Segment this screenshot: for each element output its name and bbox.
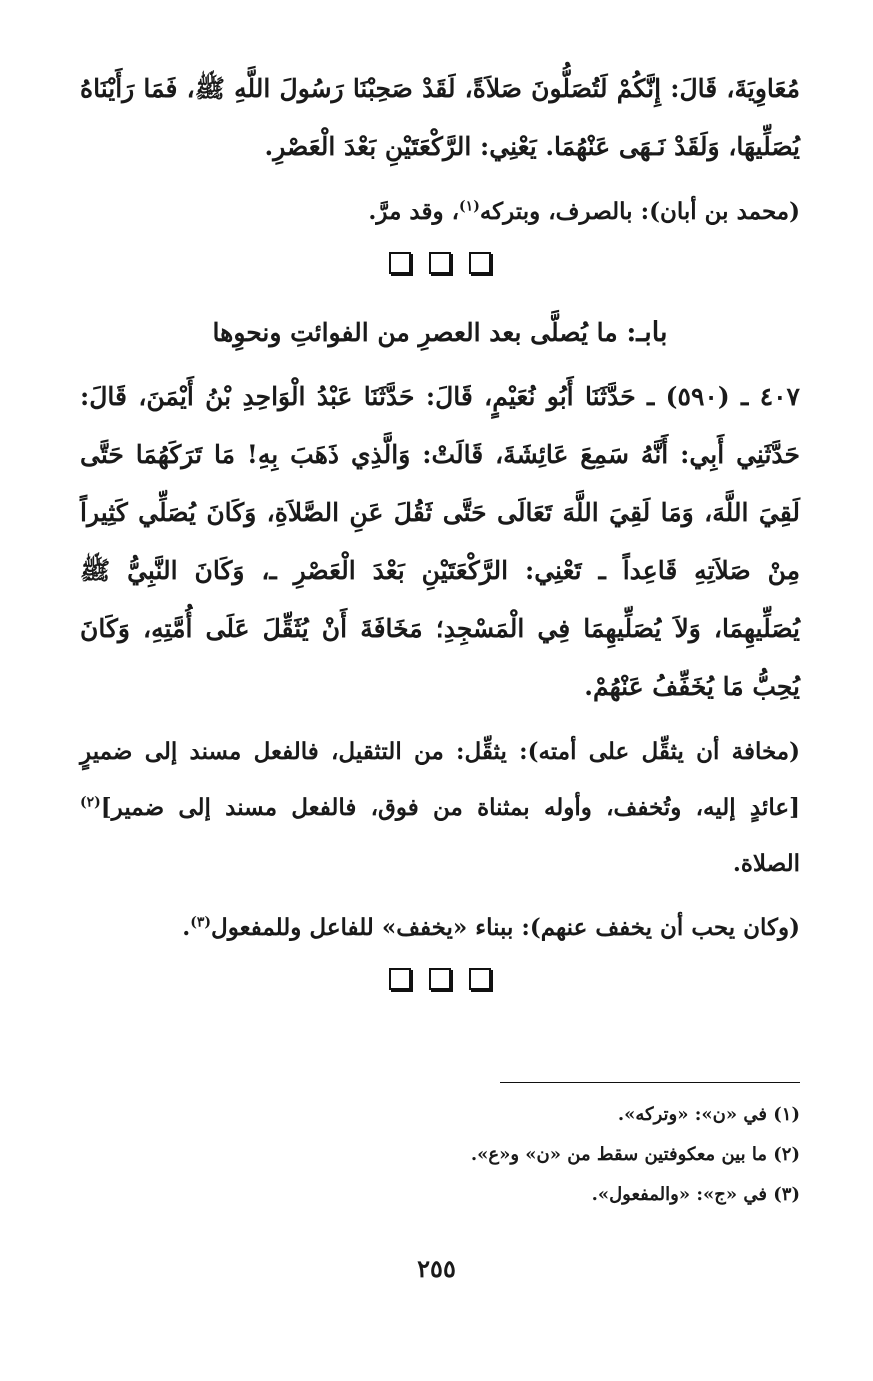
commentary-1 <box>80 184 800 240</box>
footnotes <box>80 1082 800 1215</box>
footnote-number: (١) <box>773 1104 800 1125</box>
section-separator-2 <box>80 968 800 1008</box>
footnote-text: في «ن»: «وتركه». <box>617 1104 767 1125</box>
commentary-1-tail: ، وقد مرَّ. <box>368 198 460 225</box>
footnote-2 <box>80 1135 800 1175</box>
commentary-3-text: (وكان يحب أن يخفف عنهم): ببناء «يخفف» للفاعل وللمفعول <box>211 914 800 941</box>
footnote-number: (٣) <box>773 1184 800 1205</box>
hadith-line-6: يُحِبُّ مَا يُخَفِّفُ عَنْهُمْ. <box>584 672 800 701</box>
footnote-text: في «ج»: «والمفعول». <box>591 1184 767 1205</box>
chapter-heading <box>80 304 800 362</box>
hadith-line-4: كَثِيراً مِنْ صَلاَتِهِ قَاعِداً ـ تَعْنِي: الرَّكْعَتَيْنِ بَعْدَ الْعَصْرِ ـ، وَكَانَ النَّبِيُّ ﷺ <box>80 498 800 585</box>
hadith-text <box>80 368 800 716</box>
commentary-2-line-3b: الصلاة. <box>732 850 800 877</box>
top-text-line-2: يُصَلِّيهَا، وَلَقَدْ نَـهَى عَنْهُمَا. يَعْنِي: الرَّكْعَتَيْنِ بَعْدَ الْعَصْرِ. <box>264 132 800 161</box>
square-ornament-icon <box>469 968 491 990</box>
square-ornament-icon <box>429 968 451 990</box>
footnote-text: ما بين معكوفتين سقط من «ن» و«ع». <box>470 1144 767 1165</box>
square-ornament-icon <box>429 252 451 274</box>
chapter-title: ما يُصلَّى بعد العصرِ من الفوائتِ ونحوِها <box>212 318 618 347</box>
square-ornament-icon <box>389 252 411 274</box>
commentary-2-line-1: (مخافة أن يثقِّل على أمته): يثقِّل: من التثقيل، فالفعل مسند إلى <box>144 738 801 765</box>
commentary-2 <box>80 724 800 892</box>
top-text-line-1: مُعَاوِيَةَ، قَالَ: إِنَّكُمْ لَتُصَلُّونَ صَلاَةً، لَقَدْ صَحِبْنَا رَسُولَ اللَّهِ ﷺ، فَمَا رَأَيْنَاهُ <box>80 74 800 103</box>
footnote-number: (٢) <box>773 1144 800 1165</box>
footnote-ref-3: (٣) <box>190 914 212 931</box>
footnote-ref-1: (١) <box>459 198 480 215</box>
commentary-3-tail: . <box>182 914 191 941</box>
commentary-1-text: (محمد بن أبان): بالصرف، وبتركه <box>479 198 800 225</box>
commentary-2-line-2: ضميرٍ [عائدٍ إليه، وتُخفف، وأوله بمثناة من فوق، فالفعل مسند إلى <box>80 738 800 821</box>
hadith-line-3: حَتَّى لَقِيَ اللَّهَ، وَمَا لَقِيَ اللَّهَ تَعَالَى حَتَّى ثَقُلَ عَنِ الصَّلاَةِ، وَكَانَ يُصَلِّي <box>80 440 800 527</box>
top-text <box>80 60 800 176</box>
commentary-3 <box>80 900 800 956</box>
footnote-divider <box>500 1082 800 1083</box>
square-ornament-icon <box>469 252 491 274</box>
page-body <box>80 60 800 1016</box>
square-ornament-icon <box>389 968 411 990</box>
page-number: ٢٥٥ <box>417 1254 456 1283</box>
commentary-2-line-3a: ضمير] <box>100 794 165 821</box>
footnote-1 <box>80 1095 800 1135</box>
footnote-3 <box>80 1175 800 1215</box>
footnote-ref-2: (٢) <box>80 794 101 811</box>
chapter-label: بابـ: <box>626 317 668 348</box>
hadith-line-1: ٤٠٧ ـ (٥٩٠) ـ حَدَّثَنَا أَبُو نُعَيْمٍ، قَالَ: حَدَّثَنَا عَبْدُ الْوَاحِدِ بْنُ أَيْمَنَ، <box>138 382 800 411</box>
hadith-line-5: يُصَلِّيهِمَا، وَلاَ يُصَلِّيهِمَا فِي الْمَسْجِدِ؛ مَخَافَةَ أَنْ يُثَقِّلَ عَلَى أُمَّتِهِ، وَكَانَ <box>80 614 800 643</box>
hadith-line-2: قَالَ: حَدَّثَنِي أَبِي: أَنَّهُ سَمِعَ عَائِشَةَ، قَالَتْ: وَالَّذِي ذَهَبَ بِهِ! مَا تَرَكَهُمَا <box>80 382 800 469</box>
section-separator-1 <box>80 252 800 292</box>
